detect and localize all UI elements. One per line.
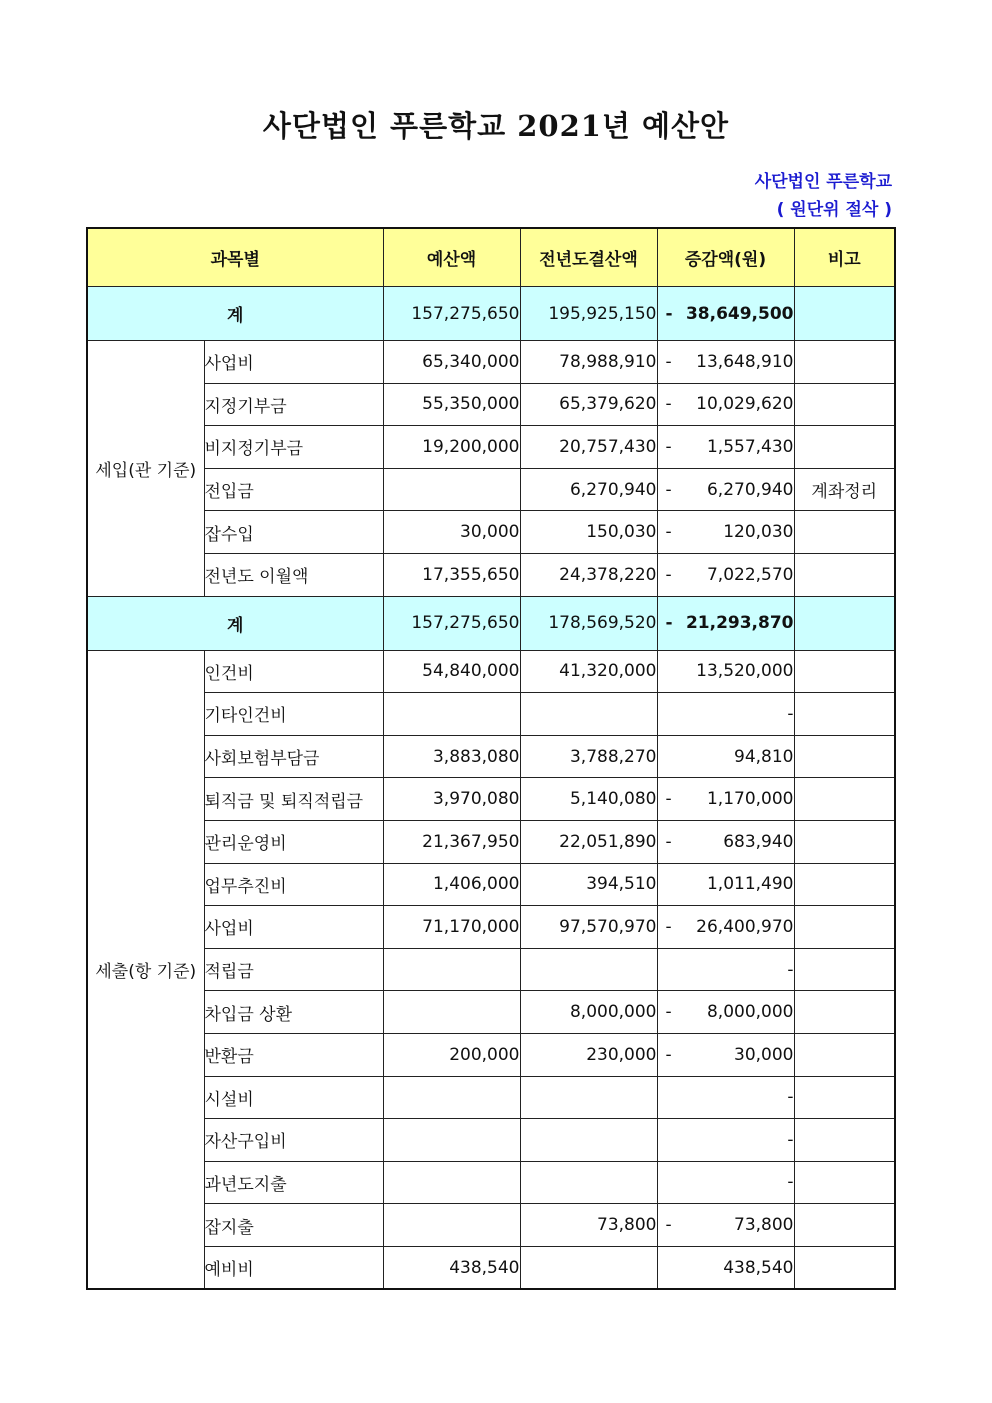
item-name: 지정기부금: [204, 383, 383, 426]
diff-value: 30,000: [734, 1044, 794, 1065]
diff-sign: -: [665, 1044, 672, 1065]
diff-sign: -: [665, 351, 672, 372]
prev-value: [520, 1161, 657, 1204]
table-row: [87, 863, 895, 906]
budget-table: [86, 227, 896, 1290]
table-body: [87, 287, 895, 1290]
note-cell: [794, 863, 895, 906]
diff-value: 683,940: [723, 831, 794, 852]
header-diff: 증감액(원): [657, 228, 794, 287]
org-info: [755, 168, 892, 224]
item-name: 업무추진비: [204, 863, 383, 906]
diff-cell: [657, 468, 794, 511]
diff-value: 94,810: [734, 746, 794, 767]
table-row: [87, 553, 895, 596]
diff-sign: -: [665, 303, 673, 324]
budget-value: [383, 991, 520, 1034]
diff-value: 6,270,940: [706, 479, 794, 500]
diff-value: 73,800: [734, 1215, 794, 1236]
item-name: 자산구입비: [204, 1119, 383, 1162]
budget-value: 71,170,000: [383, 906, 520, 949]
diff-value: 13,520,000: [696, 661, 794, 682]
budget-value: [383, 948, 520, 991]
item-name: 잡수입: [204, 511, 383, 554]
table-row: [87, 468, 895, 511]
prev-value: [520, 1246, 657, 1289]
diff-cell: [657, 863, 794, 906]
diff-cell: [657, 991, 794, 1034]
diff-value: 8,000,000: [706, 1002, 794, 1023]
budget-value: [383, 1119, 520, 1162]
item-name: 차입금 상환: [204, 991, 383, 1034]
diff-sign: -: [665, 564, 672, 585]
diff-cell: [657, 948, 794, 991]
diff-value: -: [787, 1129, 794, 1150]
diff-cell: [657, 1204, 794, 1247]
table-row: [87, 1204, 895, 1247]
budget-value: 438,540: [383, 1246, 520, 1289]
table-row: [87, 820, 895, 863]
budget-value: 30,000: [383, 511, 520, 554]
budget-value: 3,883,080: [383, 735, 520, 778]
budget-value: [383, 693, 520, 736]
item-name: 비지정기부금: [204, 426, 383, 469]
table-row: [87, 693, 895, 736]
total-diff: [657, 596, 794, 650]
note-cell: [794, 426, 895, 469]
income-group-label: 세입(관 기준): [87, 341, 204, 597]
prev-value: 73,800: [520, 1204, 657, 1247]
total-diff: [657, 287, 794, 341]
table-row: [87, 426, 895, 469]
budget-value: 19,200,000: [383, 426, 520, 469]
total-label: 계: [87, 287, 383, 341]
prev-value: [520, 948, 657, 991]
diff-value: 7,022,570: [706, 564, 794, 585]
note-cell: [794, 511, 895, 554]
item-name: 시설비: [204, 1076, 383, 1119]
diff-sign: -: [665, 394, 672, 415]
diff-cell: [657, 693, 794, 736]
unit-note: ( 원단위 절삭 ): [776, 200, 892, 220]
diff-sign: -: [665, 789, 672, 810]
budget-value: [383, 1076, 520, 1119]
item-name: 반환금: [204, 1033, 383, 1076]
prev-value: [520, 1119, 657, 1162]
expense-total-row: [87, 596, 895, 650]
table-row: [87, 1161, 895, 1204]
diff-cell: [657, 511, 794, 554]
diff-cell: [657, 820, 794, 863]
item-name: 전년도 이월액: [204, 553, 383, 596]
diff-cell: [657, 1033, 794, 1076]
prev-value: 3,788,270: [520, 735, 657, 778]
item-name: 과년도지출: [204, 1161, 383, 1204]
prev-value: 8,000,000: [520, 991, 657, 1034]
item-name: 예비비: [204, 1246, 383, 1289]
diff-value: 1,557,430: [706, 436, 794, 457]
note-cell: [794, 341, 895, 384]
prev-value: 41,320,000: [520, 650, 657, 693]
note-cell: [794, 1033, 895, 1076]
budget-value: [383, 1161, 520, 1204]
total-note: [794, 596, 895, 650]
budget-value: 3,970,080: [383, 778, 520, 821]
note-cell: [794, 1161, 895, 1204]
header-note: 비고: [794, 228, 895, 287]
item-name: 적립금: [204, 948, 383, 991]
prev-value: 5,140,080: [520, 778, 657, 821]
item-name: 사업비: [204, 906, 383, 949]
table-row: [87, 1246, 895, 1289]
note-cell: [794, 650, 895, 693]
expense-group-label: 세출(항 기준): [87, 650, 204, 1289]
note-cell: [794, 906, 895, 949]
diff-cell: [657, 1161, 794, 1204]
diff-value: -: [787, 1172, 794, 1193]
diff-sign: -: [665, 436, 672, 457]
table-row: [87, 650, 895, 693]
total-label: 계: [87, 596, 383, 650]
diff-value: 21,293,870: [685, 613, 794, 634]
note-cell: [794, 820, 895, 863]
diff-cell: [657, 1246, 794, 1289]
table-row: [87, 1033, 895, 1076]
diff-value: 38,649,500: [685, 303, 794, 324]
diff-cell: [657, 383, 794, 426]
budget-value: 200,000: [383, 1033, 520, 1076]
table-row: [87, 1119, 895, 1162]
income-total-row: [87, 287, 895, 341]
budget-value: 21,367,950: [383, 820, 520, 863]
page-title: 사단법인 푸른학교 2021년 예산안: [262, 109, 730, 143]
note-cell: [794, 1204, 895, 1247]
prev-value: 150,030: [520, 511, 657, 554]
budget-value: [383, 468, 520, 511]
total-prev: 178,569,520: [520, 596, 657, 650]
total-note: [794, 287, 895, 341]
diff-sign: -: [665, 1215, 672, 1236]
diff-value: 10,029,620: [696, 394, 794, 415]
item-name: 인건비: [204, 650, 383, 693]
prev-value: 230,000: [520, 1033, 657, 1076]
table-row: [87, 991, 895, 1034]
item-name: 퇴직금 및 퇴직적립금: [204, 778, 383, 821]
note-cell: [794, 693, 895, 736]
note-cell: [794, 1076, 895, 1119]
prev-value: 97,570,970: [520, 906, 657, 949]
diff-sign: -: [665, 831, 672, 852]
prev-value: [520, 1076, 657, 1119]
prev-value: [520, 693, 657, 736]
item-name: 사업비: [204, 341, 383, 384]
header-budget: 예산액: [383, 228, 520, 287]
prev-value: 24,378,220: [520, 553, 657, 596]
note-cell: [794, 735, 895, 778]
budget-value: 65,340,000: [383, 341, 520, 384]
diff-cell: [657, 650, 794, 693]
diff-cell: [657, 341, 794, 384]
diff-value: 120,030: [723, 522, 794, 543]
diff-sign: -: [665, 1002, 672, 1023]
diff-sign: -: [665, 522, 672, 543]
diff-cell: [657, 553, 794, 596]
budget-value: 17,355,650: [383, 553, 520, 596]
item-name: 관리운영비: [204, 820, 383, 863]
diff-cell: [657, 778, 794, 821]
total-budget: 157,275,650: [383, 596, 520, 650]
note-cell: [794, 1246, 895, 1289]
diff-value: 1,170,000: [706, 789, 794, 810]
diff-value: -: [787, 959, 794, 980]
diff-sign: -: [665, 479, 672, 500]
budget-value: [383, 1204, 520, 1247]
total-budget: 157,275,650: [383, 287, 520, 341]
diff-cell: [657, 426, 794, 469]
note-cell: [794, 553, 895, 596]
diff-cell: [657, 906, 794, 949]
diff-cell: [657, 735, 794, 778]
table-row: [87, 778, 895, 821]
item-name: 전입금: [204, 468, 383, 511]
item-name: 기타인건비: [204, 693, 383, 736]
budget-value: 55,350,000: [383, 383, 520, 426]
table-row: [87, 383, 895, 426]
note-cell: 계좌정리: [794, 468, 895, 511]
table-row: [87, 906, 895, 949]
item-name: 잡지출: [204, 1204, 383, 1247]
note-cell: [794, 778, 895, 821]
diff-cell: [657, 1076, 794, 1119]
prev-value: 78,988,910: [520, 341, 657, 384]
diff-sign: -: [665, 613, 673, 634]
header-prev: 전년도결산액: [520, 228, 657, 287]
header-subject: 과목별: [87, 228, 383, 287]
diff-value: -: [787, 703, 794, 724]
note-cell: [794, 383, 895, 426]
note-cell: [794, 948, 895, 991]
budget-value: 54,840,000: [383, 650, 520, 693]
total-prev: 195,925,150: [520, 287, 657, 341]
table-row: [87, 341, 895, 384]
table-row: [87, 1076, 895, 1119]
table-row: [87, 511, 895, 554]
org-name: 사단법인 푸른학교: [754, 172, 892, 192]
table-row: [87, 735, 895, 778]
diff-sign: -: [665, 916, 672, 937]
budget-value: 1,406,000: [383, 863, 520, 906]
prev-value: 22,051,890: [520, 820, 657, 863]
item-name: 사회보험부담금: [204, 735, 383, 778]
diff-value: -: [787, 1087, 794, 1108]
diff-value: 1,011,490: [706, 874, 794, 895]
prev-value: 20,757,430: [520, 426, 657, 469]
prev-value: 65,379,620: [520, 383, 657, 426]
prev-value: 6,270,940: [520, 468, 657, 511]
table-row: [87, 948, 895, 991]
diff-cell: [657, 1119, 794, 1162]
header-row: [87, 228, 895, 287]
diff-value: 438,540: [723, 1257, 794, 1278]
diff-value: 13,648,910: [696, 351, 794, 372]
note-cell: [794, 1119, 895, 1162]
note-cell: [794, 991, 895, 1034]
diff-value: 26,400,970: [696, 916, 794, 937]
prev-value: 394,510: [520, 863, 657, 906]
